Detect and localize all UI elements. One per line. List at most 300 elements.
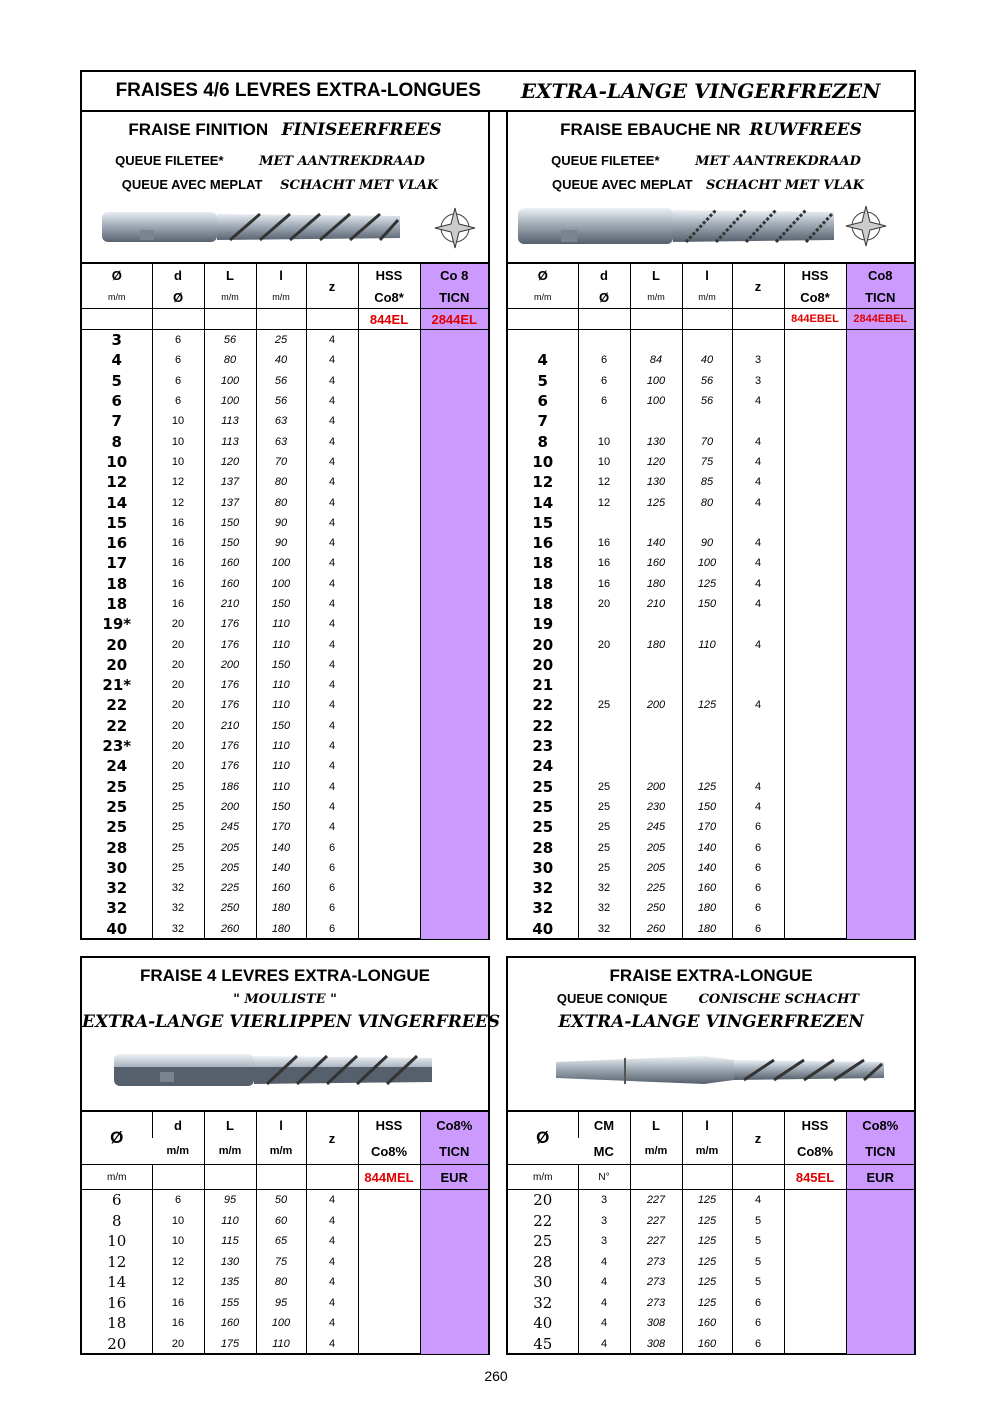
table-row <box>82 1272 488 1293</box>
table-cell <box>420 1313 488 1334</box>
table-cell <box>420 695 488 715</box>
table-cell: 130 <box>630 472 682 492</box>
shank-conical-fr: QUEUE CONIQUE <box>556 991 668 1006</box>
table-cell: 10 <box>152 1211 204 1232</box>
table-cell: 30 <box>533 1273 553 1292</box>
table-cell: 140 <box>630 533 682 553</box>
table-cell: 22 <box>106 716 128 735</box>
table-cell: 4 <box>306 716 358 736</box>
article-code: m/m <box>508 1165 578 1190</box>
article-code: 844EBEL <box>784 309 846 330</box>
article-code-row <box>508 309 914 330</box>
table-cell <box>732 513 784 533</box>
table-cell <box>420 452 488 472</box>
article-code <box>732 309 784 330</box>
table-cell <box>420 553 488 573</box>
table-row <box>508 655 914 675</box>
table-row <box>82 898 488 918</box>
table-cell <box>784 898 846 918</box>
table-cell: 110 <box>204 1211 256 1232</box>
table-cell: 8 <box>537 432 548 451</box>
column-subheader: TICN <box>420 1138 488 1165</box>
table-cell: 95 <box>204 1190 256 1211</box>
table-cell: 20 <box>578 594 630 614</box>
column-subheader: Ø <box>578 286 630 309</box>
article-code <box>82 309 152 330</box>
table-cell: 50 <box>256 1190 306 1211</box>
table-cell <box>578 655 630 675</box>
table-cell: 125 <box>682 1211 732 1232</box>
shank-threaded-fr: QUEUE FILETEE* <box>115 153 224 168</box>
table-cell: 25 <box>578 817 630 837</box>
table-cell: 176 <box>204 695 256 715</box>
table-cell <box>630 675 682 695</box>
table-row <box>508 695 914 715</box>
column-subheader: m/m <box>630 286 682 309</box>
table-row <box>508 837 914 857</box>
table-cell: 22 <box>106 696 128 715</box>
table-row <box>508 1252 914 1273</box>
table-cell: 100 <box>256 574 306 594</box>
table-cell <box>358 431 420 451</box>
table-cell: 10 <box>152 452 204 472</box>
table-cell <box>846 391 914 411</box>
table-cell: 4 <box>306 675 358 695</box>
table-cell: 12 <box>532 473 554 492</box>
table-cell: 245 <box>204 817 256 837</box>
table-cell: 180 <box>630 574 682 594</box>
table-cell <box>784 777 846 797</box>
table-cell <box>508 330 578 351</box>
table-cell <box>682 756 732 776</box>
table-cell: 160 <box>204 1313 256 1334</box>
table-cell <box>420 1231 488 1252</box>
table-cell <box>784 756 846 776</box>
table-cell: 90 <box>256 533 306 553</box>
table-cell <box>846 797 914 817</box>
table-cell: 200 <box>204 655 256 675</box>
table-cell: 18 <box>532 554 554 573</box>
article-code <box>306 1165 358 1190</box>
table-cell <box>420 1190 488 1211</box>
shank-threaded-fr: QUEUE FILETEE* <box>551 153 660 168</box>
table-cell: 16 <box>152 574 204 594</box>
table-cell: 4 <box>306 371 358 391</box>
table-cell: 137 <box>204 492 256 512</box>
table-row <box>508 736 914 756</box>
table-cell: 4 <box>306 777 358 797</box>
table-cell: 155 <box>204 1293 256 1314</box>
table-cell: 28 <box>532 838 554 857</box>
table-row <box>82 411 488 431</box>
table-cell <box>846 614 914 634</box>
table-cell: 32 <box>152 898 204 918</box>
table-cell: 20 <box>533 1191 553 1210</box>
table-cell <box>784 533 846 553</box>
table-cell <box>784 634 846 654</box>
table-cell: 6 <box>578 371 630 391</box>
table-cell: 150 <box>256 655 306 675</box>
column-header: z <box>306 264 358 309</box>
header-row <box>82 264 488 286</box>
table-cell: 4 <box>578 1313 630 1334</box>
table-cell: 56 <box>682 391 732 411</box>
table-cell: 4 <box>732 492 784 512</box>
table-cell: 5 <box>732 1272 784 1293</box>
table-cell <box>846 1252 914 1273</box>
table-cell <box>846 574 914 594</box>
article-code <box>732 1165 784 1190</box>
table-cell: 22 <box>532 696 554 715</box>
column-subheader: m/m <box>204 286 256 309</box>
table-cell: 24 <box>532 757 554 776</box>
table-cell <box>846 898 914 918</box>
table-cell: 6 <box>152 330 204 351</box>
table-cell <box>846 330 914 351</box>
column-header: d <box>578 264 630 286</box>
table-cell <box>846 1272 914 1293</box>
table-cell: 6 <box>578 391 630 411</box>
table-row <box>508 330 914 351</box>
table-cell: 32 <box>106 899 128 918</box>
table-cell: 10 <box>532 452 554 471</box>
table-cell: 140 <box>682 837 732 857</box>
table-cell: 85 <box>682 472 732 492</box>
table-cell <box>420 1272 488 1293</box>
table-cell <box>358 533 420 553</box>
table-cell: 6 <box>111 1191 122 1210</box>
table-cell: 200 <box>630 777 682 797</box>
column-subheader: m/m <box>82 286 152 309</box>
table-cell: 8 <box>111 432 122 451</box>
column-subheader: Co8% <box>784 1138 846 1165</box>
table-cell: 40 <box>532 919 554 938</box>
table-cell: 4 <box>306 391 358 411</box>
table-cell <box>420 492 488 512</box>
column-subheader: TICN <box>420 286 488 309</box>
table-cell: 4 <box>306 1272 358 1293</box>
table-cell: 210 <box>204 716 256 736</box>
table-cell: 110 <box>256 614 306 634</box>
column-header: HSS <box>358 1112 420 1138</box>
table-row <box>508 1231 914 1252</box>
table-cell: 24 <box>106 757 128 776</box>
table-cell: 6 <box>578 350 630 370</box>
table-cell <box>420 594 488 614</box>
table-cell <box>732 655 784 675</box>
table-cell <box>420 472 488 492</box>
table-cell: 230 <box>630 797 682 817</box>
panel-title-fr: FRAISE 4 LEVRES EXTRA-LONGUE <box>140 966 430 985</box>
table-cell: 32 <box>532 879 554 898</box>
table-cell: 45 <box>533 1334 553 1353</box>
table-cell <box>358 1293 420 1314</box>
table-cell: 130 <box>204 1252 256 1273</box>
table-cell: 160 <box>682 1313 732 1334</box>
table-cell <box>358 553 420 573</box>
table-cell <box>630 736 682 756</box>
article-code: EUR <box>846 1165 914 1190</box>
table-cell: 170 <box>682 817 732 837</box>
table-row <box>82 797 488 817</box>
table-row <box>82 452 488 472</box>
panel-subtitle: " MOULISTE " <box>233 992 337 1007</box>
table-cell <box>784 452 846 472</box>
table-cell: 16 <box>578 553 630 573</box>
table-cell: 180 <box>630 634 682 654</box>
table-cell: 160 <box>204 553 256 573</box>
panel-header <box>82 958 501 1112</box>
panel-fraise-ebauche <box>506 110 916 940</box>
table-cell <box>358 837 420 857</box>
table-cell: 4 <box>732 594 784 614</box>
table-cell: 32 <box>152 878 204 898</box>
table-cell: 6 <box>732 1334 784 1355</box>
table-cell: 25 <box>106 777 128 796</box>
table-cell: 12 <box>578 472 630 492</box>
table-cell: 205 <box>630 837 682 857</box>
table-cell: 18 <box>106 595 128 613</box>
table-cell: 6 <box>111 392 122 411</box>
table-row <box>508 431 914 451</box>
table-cell: 4 <box>306 350 358 370</box>
table-cell <box>630 513 682 533</box>
table-cell: 16 <box>107 1293 127 1312</box>
table-row <box>508 777 914 797</box>
table-cell <box>420 919 488 939</box>
table-cell: 4 <box>578 1272 630 1293</box>
article-code <box>256 1165 306 1190</box>
table-cell: 4 <box>578 1293 630 1314</box>
table-cell: 75 <box>256 1252 306 1273</box>
table-cell <box>846 878 914 898</box>
table-cell: 4 <box>306 1211 358 1232</box>
table-cell: 6 <box>732 1293 784 1314</box>
column-header: L <box>630 1112 682 1138</box>
table-cell <box>846 817 914 837</box>
main-title-fr: FRAISES 4/6 LEVRES EXTRA-LONGUES <box>115 80 481 101</box>
table-cell: 6 <box>732 817 784 837</box>
column-subheader: TICN <box>846 286 914 309</box>
column-header: z <box>732 1112 784 1165</box>
table-cell <box>578 716 630 736</box>
table-cell <box>682 614 732 634</box>
table-cell: 4 <box>732 452 784 472</box>
table-cell <box>784 513 846 533</box>
column-header: HSS <box>358 264 420 286</box>
table-row <box>82 675 488 695</box>
table-row <box>508 858 914 878</box>
table-cell <box>732 330 784 351</box>
table-row <box>508 756 914 776</box>
table-cell: 200 <box>630 695 682 715</box>
column-subheader: Co8% <box>358 1138 420 1165</box>
table-cell: 5 <box>732 1252 784 1273</box>
table-cell: 6 <box>306 878 358 898</box>
table-cell <box>420 391 488 411</box>
table-cell <box>682 411 732 431</box>
table-cell: 4 <box>306 594 358 614</box>
table-cell <box>358 492 420 512</box>
table-cell: 12 <box>106 473 128 492</box>
table-cell: 10 <box>152 431 204 451</box>
table-cell: 130 <box>630 431 682 451</box>
table-cell: 110 <box>256 1334 306 1355</box>
table-cell: 273 <box>630 1293 682 1314</box>
table-cell <box>578 330 630 351</box>
table-cell <box>358 716 420 736</box>
table-row <box>82 817 488 837</box>
table-cell: 150 <box>256 716 306 736</box>
table-cell <box>358 574 420 594</box>
table-cell: 12 <box>152 492 204 512</box>
column-subheader: m/m <box>256 1138 306 1165</box>
header-row <box>82 286 488 309</box>
table-row <box>508 878 914 898</box>
table-cell <box>358 797 420 817</box>
table-row <box>82 594 488 614</box>
table-cell: 84 <box>630 350 682 370</box>
table-cell <box>420 817 488 837</box>
table-cell: 10 <box>152 411 204 431</box>
column-header: HSS <box>784 1112 846 1138</box>
table-cell: 4 <box>732 431 784 451</box>
table-cell: 90 <box>256 513 306 533</box>
table-cell: 25 <box>532 818 554 837</box>
column-header: Ø <box>537 267 548 283</box>
table-cell <box>784 1231 846 1252</box>
column-header: Ø <box>82 1112 152 1165</box>
table-cell <box>420 411 488 431</box>
table-row <box>82 513 488 533</box>
table-cell <box>358 1190 420 1211</box>
table-cell: 4 <box>578 1252 630 1273</box>
table-cell <box>358 1252 420 1273</box>
article-code <box>682 1165 732 1190</box>
table-cell: 100 <box>630 371 682 391</box>
table-cell: 4 <box>306 634 358 654</box>
column-header: z <box>732 264 784 309</box>
panel-title-nl: EXTRA-LANGE VINGERFREZEN <box>558 1012 864 1032</box>
table-cell: 4 <box>732 553 784 573</box>
header-row <box>508 264 914 286</box>
table-row <box>82 1313 488 1334</box>
table-cell <box>784 817 846 837</box>
table-cell <box>784 797 846 817</box>
table-cell <box>358 1334 420 1355</box>
table-row <box>82 878 488 898</box>
table-cell: 16 <box>106 534 128 553</box>
table-cell: 170 <box>256 817 306 837</box>
table-cell: 18 <box>532 595 554 613</box>
article-code <box>306 309 358 330</box>
table-cell: 180 <box>682 898 732 918</box>
table-cell: 4 <box>306 574 358 594</box>
table-cell: 4 <box>306 553 358 573</box>
table-cell: 75 <box>682 452 732 472</box>
table-cell <box>784 350 846 370</box>
table-cell: 56 <box>256 371 306 391</box>
table-row <box>82 777 488 797</box>
table-cell: 140 <box>256 837 306 857</box>
shank-threaded-nl: MET AANTREKDRAAD <box>259 154 425 169</box>
table-cell <box>420 513 488 533</box>
table-cell <box>732 756 784 776</box>
table-cell <box>846 634 914 654</box>
table-cell: 25 <box>578 695 630 715</box>
panel-title-fr: FRAISE EBAUCHE NR <box>560 120 741 139</box>
spec-table <box>82 1112 488 1354</box>
article-code <box>630 1165 682 1190</box>
table-cell: 4 <box>732 533 784 553</box>
table-row <box>82 431 488 451</box>
table-row <box>82 837 488 857</box>
table-cell: 160 <box>682 878 732 898</box>
table-cell: 32 <box>578 878 630 898</box>
table-row <box>508 574 914 594</box>
table-cell <box>846 1190 914 1211</box>
article-code: EUR <box>420 1165 488 1190</box>
table-cell: 160 <box>256 878 306 898</box>
table-row <box>82 655 488 675</box>
table-cell <box>682 330 732 351</box>
table-cell <box>420 837 488 857</box>
table-cell: 25 <box>533 1232 553 1251</box>
table-cell: 100 <box>682 553 732 573</box>
table-cell <box>358 817 420 837</box>
table-cell <box>732 614 784 634</box>
table-row <box>508 371 914 391</box>
table-row <box>508 1293 914 1314</box>
table-cell: 25 <box>106 797 128 816</box>
article-code: m/m <box>82 1165 152 1190</box>
table-cell: 227 <box>630 1190 682 1211</box>
column-subheader: m/m <box>204 1138 256 1165</box>
header-row <box>508 1112 914 1138</box>
table-cell: 20 <box>152 736 204 756</box>
table-cell: 6 <box>732 878 784 898</box>
table-cell: 22 <box>533 1211 553 1230</box>
table-cell: 32 <box>533 1293 553 1312</box>
table-cell: 20 <box>578 634 630 654</box>
table-cell: 10 <box>107 1232 127 1251</box>
column-header: CM <box>578 1112 630 1138</box>
table-cell <box>420 716 488 736</box>
table-row <box>508 553 914 573</box>
table-cell: 32 <box>532 899 554 918</box>
table-row <box>508 898 914 918</box>
table-cell: 6 <box>732 858 784 878</box>
table-cell <box>630 411 682 431</box>
table-cell: 205 <box>630 858 682 878</box>
table-cell <box>578 513 630 533</box>
table-cell <box>846 594 914 614</box>
table-row <box>82 472 488 492</box>
table-cell <box>358 878 420 898</box>
table-cell <box>682 655 732 675</box>
table-cell <box>578 614 630 634</box>
table-cell: 4 <box>306 411 358 431</box>
table-cell: 20 <box>532 635 554 654</box>
table-cell: 3 <box>578 1190 630 1211</box>
table-cell: 4 <box>578 1334 630 1355</box>
table-cell: 90 <box>682 533 732 553</box>
table-cell: 16 <box>152 1313 204 1334</box>
table-cell: 20 <box>106 655 128 674</box>
table-cell: 125 <box>682 1252 732 1273</box>
table-cell: 25 <box>532 797 554 816</box>
column-subheader: Ø <box>152 286 204 309</box>
